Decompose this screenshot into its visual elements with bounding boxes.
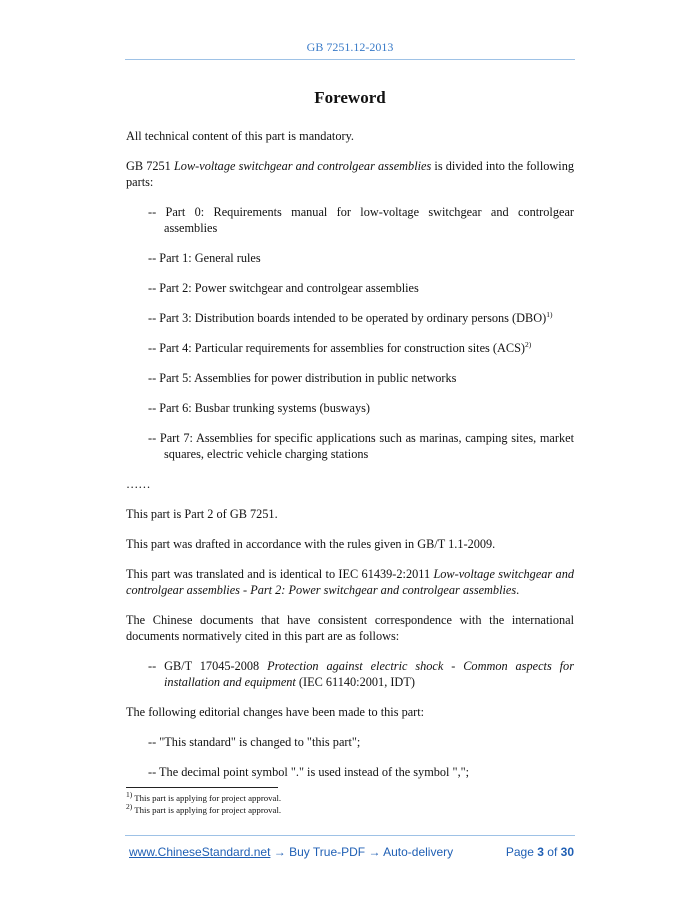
page-label: Page (505, 845, 534, 859)
paragraph-parts-intro (126, 158, 574, 190)
part-3-text: -- Part 3: Distribution boards intended to be operated by ordinary persons (DBO) (148, 311, 547, 325)
iec-title: Low-voltage switchgear and controlgear assemblies - Part 2: Power switchgear and controlgear assemblies (126, 567, 574, 597)
paragraph-correspondence: The Chinese documents that have consistent correspondence with the international documents normatively cited in this part are as follows: (126, 613, 574, 643)
list-item-part-4 (148, 340, 574, 356)
ref-number: -- GB/T 17045-2008 (148, 659, 268, 673)
std-title: Low-voltage switchgear and controlgear assemblies (173, 159, 432, 173)
footnote-divider (126, 787, 278, 788)
part-4-text: -- Part 4: Particular requirements for assemblies for construction sites (ACS) (148, 341, 526, 355)
page-indicator (506, 845, 574, 859)
footer-divider (125, 835, 575, 836)
list-item-reference (148, 658, 574, 690)
footnote-1 (126, 790, 282, 805)
footnote-2 (126, 801, 282, 817)
page-footer (129, 845, 574, 859)
page-number: 3 (537, 845, 544, 859)
list-item-part-1: -- Part 1: General rules (148, 251, 261, 265)
footnotes (126, 790, 282, 816)
page-title: Foreword (314, 88, 386, 107)
translation-lead: This part was translated and is identical to IEC 61439-2:2011 (126, 567, 434, 581)
footnote-mark-2: 2) (126, 801, 133, 811)
list-item-part-7: -- Part 7: Assemblies for specific applications such as marinas, camping sites, market squares, electric vehicle charging stations (148, 431, 574, 461)
std-number: GB 7251 (126, 159, 174, 173)
paragraph-drafting-rules: This part was drafted in accordance with the rules given in GB/T 1.1-2009. (126, 537, 496, 551)
list-item-part-2: -- Part 2: Power switchgear and controlgear assemblies (148, 281, 419, 295)
list-item-change-1: -- "This standard" is changed to "this part"; (148, 735, 361, 749)
paragraph-part-of: This part is Part 2 of GB 7251. (126, 507, 278, 521)
footnote-ref-2[interactable]: 2) (525, 339, 532, 349)
ref-title: Protection against electric shock - Common aspects for installation and equipment (164, 659, 574, 689)
ellipsis: …… (126, 477, 151, 491)
intro-tail: is divided into the following parts: (126, 159, 575, 189)
list-item-part-0: -- Part 0: Requirements manual for low-voltage switchgear and controlgear assemblies (148, 205, 574, 235)
list-item-part-5: -- Part 5: Assemblies for power distribution in public networks (148, 371, 457, 385)
footer-tagline: → Buy True-PDF → Auto-delivery (270, 845, 454, 859)
paragraph-translation (126, 566, 574, 598)
footnote-text-2: This part is applying for project approval. (132, 804, 282, 815)
website-link[interactable]: www.ChineseStandard.net (129, 845, 271, 859)
paragraph-mandatory: All technical content of this part is mandatory. (126, 129, 354, 143)
list-item-part-3 (148, 310, 574, 326)
running-header: GB 7251.12-2013 (306, 40, 394, 54)
header-divider (125, 59, 575, 60)
translation-tail: . (516, 583, 520, 597)
ref-iec: (IEC 61140:2001, IDT) (295, 675, 415, 689)
list-item-change-2: -- The decimal point symbol "." is used instead of the symbol ","; (148, 765, 470, 779)
paragraph-editorial-changes: The following editorial changes have been made to this part: (126, 705, 425, 719)
list-item-part-6: -- Part 6: Busbar trunking systems (busways) (148, 401, 371, 415)
of-label: of (547, 845, 558, 859)
foreword-body (126, 128, 574, 794)
footnote-ref-1[interactable]: 1) (546, 309, 553, 319)
page-total: 30 (560, 845, 574, 859)
footnote-mark-1: 1) (126, 790, 133, 800)
footnote-text-1: This part is applying for project approval. (132, 793, 282, 803)
